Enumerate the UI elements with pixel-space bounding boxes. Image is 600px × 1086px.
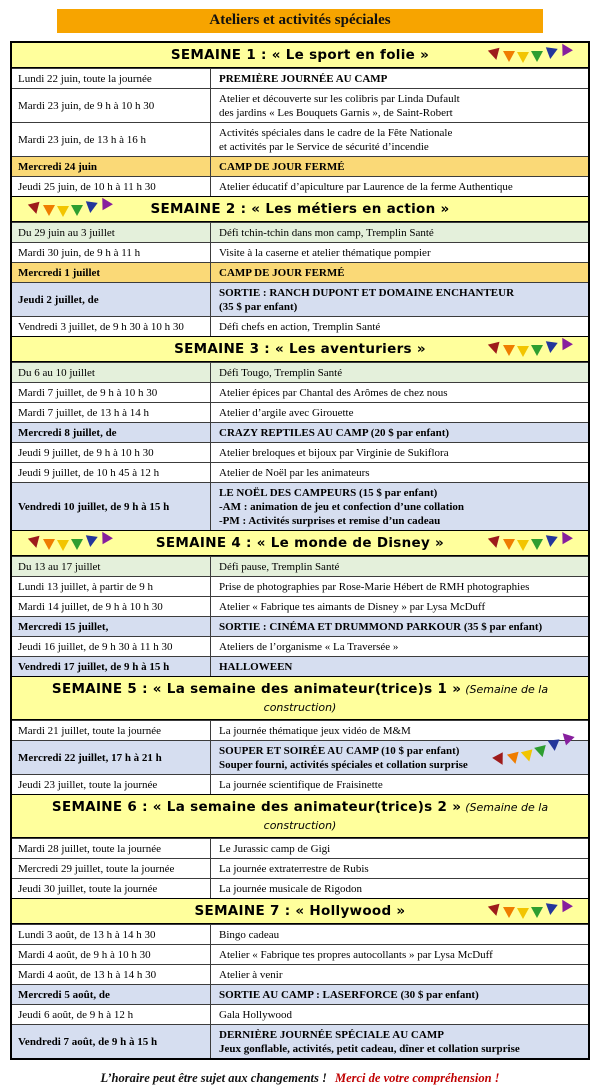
date-cell: Mardi 30 juin, de 9 h à 11 h [12, 243, 211, 262]
week-note: (Semaine de la construction) [263, 683, 549, 714]
activity-line: Visite à la caserne et atelier thématique pompier [219, 246, 431, 259]
activity-line: PREMIÈRE JOURNÉE AU CAMP [219, 72, 388, 85]
flag-garland-icon [488, 537, 572, 548]
schedule-row [12, 422, 588, 442]
date-cell: Mardi 7 juillet, de 9 h à 10 h 30 [12, 383, 211, 402]
activity-line: Atelier de Noël par les animateurs [219, 466, 370, 479]
pennant-flag-icon [531, 345, 543, 356]
activity-line: Défi chefs en action, Tremplin Santé [219, 320, 381, 333]
schedule-row [12, 924, 588, 944]
date-cell: Du 6 au 10 juillet [12, 363, 211, 382]
activity-line: Souper fourni, activités spéciales et collation surprise [219, 758, 468, 771]
date-cell: Jeudi 25 juin, de 10 h à 11 h 30 [12, 177, 211, 196]
activity-line: (35 $ par enfant) [219, 300, 298, 313]
schedule-row [12, 88, 588, 122]
activity-cell [211, 557, 588, 576]
week-header-semaine-5 [12, 676, 588, 720]
activity-line: La journée scientifique de Fraisinette [219, 778, 383, 791]
date-cell: Vendredi 7 août, de 9 h à 15 h [12, 1025, 211, 1058]
footer-note-main: L’horaire peut être sujet aux changements ! [100, 1071, 327, 1085]
schedule-row [12, 616, 588, 636]
activity-line: Bingo cadeau [219, 928, 280, 941]
activity-line: Le Jurassic camp de Gigi [219, 842, 331, 855]
week-title: SEMAINE 1 : « Le sport en folie » [170, 47, 430, 63]
pennant-flag-icon [503, 51, 515, 62]
footer-note [0, 1071, 600, 1086]
date-cell: Mardi 7 juillet, de 13 h à 14 h [12, 403, 211, 422]
flag-garland-icon [28, 203, 112, 214]
week-header-semaine-3 [12, 336, 588, 362]
pennant-flag-icon [557, 897, 573, 913]
schedule-row [12, 596, 588, 616]
pennant-flag-icon [517, 346, 529, 357]
page-title: Ateliers et activités spéciales [57, 9, 543, 33]
pennant-flag-icon [28, 536, 42, 550]
activity-cell [211, 859, 588, 878]
activity-cell [211, 89, 588, 122]
activity-line: Atelier d’argile avec Girouette [219, 406, 354, 419]
date-cell: Jeudi 9 juillet, de 9 h à 10 h 30 [12, 443, 211, 462]
schedule-table [10, 41, 590, 1060]
date-cell: Mercredi 24 juin [12, 157, 211, 176]
pennant-flag-icon [557, 41, 573, 57]
activity-line: Défi Tougo, Tremplin Santé [219, 366, 343, 379]
schedule-row [12, 382, 588, 402]
pennant-flag-icon [84, 535, 97, 548]
schedule-row [12, 316, 588, 336]
schedule-row [12, 636, 588, 656]
pennant-flag-icon [531, 907, 543, 918]
pennant-flag-icon [503, 907, 515, 918]
activity-line: Atelier breloques et bijoux par Virginie de Sukiflora [219, 446, 449, 459]
activity-cell [211, 223, 588, 242]
date-cell: Jeudi 6 août, de 9 h à 12 h [12, 1005, 211, 1024]
schedule-row [12, 576, 588, 596]
pennant-flag-icon [531, 51, 543, 62]
pennant-flag-icon [488, 904, 502, 918]
activity-line: des jardins « Les Bouquets Garnis », de Saint-Robert [219, 106, 453, 119]
week-title: SEMAINE 3 : « Les aventuriers » [174, 341, 426, 357]
week-title: SEMAINE 2 : « Les métiers en action » [150, 201, 450, 217]
activity-cell [211, 1025, 588, 1058]
date-cell: Vendredi 3 juillet, de 9 h 30 à 10 h 30 [12, 317, 211, 336]
activity-cell [211, 839, 588, 858]
schedule-row [12, 156, 588, 176]
activity-cell [211, 403, 588, 422]
activity-line: Défi tchin-tchin dans mon camp, Tremplin Santé [219, 226, 434, 239]
activity-line: CRAZY REPTILES AU CAMP (20 $ par enfant) [219, 426, 450, 439]
pennant-flag-icon [28, 202, 42, 216]
activity-cell [211, 965, 588, 984]
pennant-flag-icon [557, 529, 573, 545]
pennant-flag-icon [548, 739, 561, 751]
week-header-semaine-6 [12, 794, 588, 838]
date-cell: Vendredi 17 juillet, de 9 h à 15 h [12, 657, 211, 676]
schedule-row [12, 362, 588, 382]
schedule-row [12, 262, 588, 282]
activity-line: La journée thématique jeux vidéo de M&M [219, 724, 411, 737]
flag-garland-icon [488, 343, 572, 354]
week-title: SEMAINE 6 : « La semaine des animateur(trice)s 2 » [51, 799, 462, 815]
activity-line: CAMP DE JOUR FERMÉ [219, 160, 345, 173]
activity-cell [211, 617, 588, 636]
date-cell: Mardi 23 juin, de 13 h à 16 h [12, 123, 211, 156]
activity-cell [211, 1005, 588, 1024]
schedule-row [12, 838, 588, 858]
activity-line: Ateliers de l’organisme « La Traversée » [219, 640, 399, 653]
pennant-flag-icon [97, 529, 113, 545]
date-cell: Mercredi 1 juillet [12, 263, 211, 282]
week-header-semaine-4 [12, 530, 588, 556]
activity-cell [211, 637, 588, 656]
pennant-flag-icon [503, 539, 515, 550]
date-cell: Du 29 juin au 3 juillet [12, 223, 211, 242]
activity-cell [211, 879, 588, 898]
activity-line: Atelier et découverte sur les colibris par Linda Dufault [219, 92, 460, 105]
activity-line: SORTIE AU CAMP : LASERFORCE (30 $ par enfant) [219, 988, 479, 1001]
week-note: (Semaine de la construction) [263, 801, 549, 832]
pennant-flag-icon [544, 341, 557, 354]
date-cell: Mardi 4 août, de 13 h à 14 h 30 [12, 965, 211, 984]
activity-line: Prise de photographies par Rose-Marie Hébert de RMH photographies [219, 580, 530, 593]
date-cell: Lundi 22 juin, toute la journée [12, 69, 211, 88]
activity-cell [211, 283, 588, 316]
activity-line: Atelier « Fabrique tes propres autocollants » par Lysa McDuff [219, 948, 493, 961]
pennant-flag-icon [557, 335, 573, 351]
pennant-flag-icon [57, 206, 69, 217]
pennant-flag-icon [57, 540, 69, 551]
activity-cell [211, 463, 588, 482]
flag-garland-icon [28, 537, 112, 548]
schedule-row [12, 878, 588, 898]
pennant-flag-icon [503, 345, 515, 356]
week-title: SEMAINE 7 : « Hollywood » [194, 903, 406, 919]
date-cell: Du 13 au 17 juillet [12, 557, 211, 576]
pennant-flag-icon [544, 535, 557, 548]
schedule-row [12, 282, 588, 316]
schedule-row [12, 402, 588, 422]
schedule-row [12, 1004, 588, 1024]
activity-cell [211, 243, 588, 262]
week-header-semaine-2 [12, 196, 588, 222]
activity-line: La journée musicale de Rigodon [219, 882, 362, 895]
activity-line: Jeux gonflable, activités, petit cadeau, dîner et collation surprise [219, 1042, 520, 1055]
activity-line: SORTIE : CINÉMA ET DRUMMOND PARKOUR (35 $ par enfant) [219, 620, 543, 633]
date-cell: Mercredi 22 juillet, 17 h à 21 h [12, 741, 211, 774]
activity-line: LE NOËL DES CAMPEURS (15 $ par enfant) [219, 486, 438, 499]
pennant-flag-icon [97, 195, 113, 211]
schedule-row [12, 858, 588, 878]
date-cell: Jeudi 2 juillet, de [12, 283, 211, 316]
schedule-row [12, 964, 588, 984]
activity-line: Activités spéciales dans le cadre de la Fête Nationale [219, 126, 453, 139]
activity-line: et activités par le Service de sécurité d’incendie [219, 140, 429, 153]
activity-cell [211, 423, 588, 442]
activity-cell [211, 925, 588, 944]
schedule-row [12, 122, 588, 156]
schedule-row [12, 222, 588, 242]
date-cell: Mercredi 29 juillet, toute la journée [12, 859, 211, 878]
schedule-row [12, 442, 588, 462]
pennant-flag-icon [517, 908, 529, 919]
pennant-flag-icon [84, 201, 97, 214]
schedule-row [12, 242, 588, 262]
schedule-row [12, 482, 588, 530]
pennant-flag-icon [544, 47, 557, 60]
activity-line: DERNIÈRE JOURNÉE SPÉCIALE AU CAMP [219, 1028, 444, 1041]
date-cell: Mercredi 8 juillet, de [12, 423, 211, 442]
activity-line: HALLOWEEN [219, 660, 293, 673]
activity-line: Gala Hollywood [219, 1008, 293, 1021]
activity-line: CAMP DE JOUR FERMÉ [219, 266, 345, 279]
activity-line: La journée extraterrestre de Rubis [219, 862, 369, 875]
date-cell: Mardi 14 juillet, de 9 h à 10 h 30 [12, 597, 211, 616]
activity-cell [211, 597, 588, 616]
activity-line: SORTIE : RANCH DUPONT ET DOMAINE ENCHANTEUR [219, 286, 515, 299]
activity-cell [211, 383, 588, 402]
schedule-row [12, 68, 588, 88]
activity-cell [211, 123, 588, 156]
date-cell: Jeudi 16 juillet, de 9 h 30 à 11 h 30 [12, 637, 211, 656]
pennant-flag-icon [488, 48, 502, 62]
schedule-row [12, 774, 588, 794]
date-cell: Jeudi 23 juillet, toute la journée [12, 775, 211, 794]
pennant-flag-icon [517, 540, 529, 551]
schedule-row [12, 556, 588, 576]
schedule-row [12, 462, 588, 482]
week-title: SEMAINE 4 : « Le monde de Disney » [155, 535, 445, 551]
activity-cell [211, 363, 588, 382]
pennant-flag-icon [531, 539, 543, 550]
activity-cell [211, 317, 588, 336]
date-cell: Jeudi 30 juillet, toute la journée [12, 879, 211, 898]
date-cell: Lundi 13 juillet, à partir de 9 h [12, 577, 211, 596]
pennant-flag-icon [43, 205, 55, 216]
week-title: SEMAINE 5 : « La semaine des animateur(trice)s 1 » [51, 681, 462, 697]
flag-garland-icon [488, 49, 572, 60]
activity-cell [211, 177, 588, 196]
pennant-flag-icon [488, 536, 502, 550]
activity-cell [211, 157, 588, 176]
activity-line: Atelier épices par Chantal des Arômes de chez nous [219, 386, 448, 399]
schedule-row [12, 1024, 588, 1058]
date-cell: Mercredi 5 août, de [12, 985, 211, 1004]
date-cell: Mardi 28 juillet, toute la journée [12, 839, 211, 858]
activity-line: -AM : animation de jeu et confection d’une collation [219, 500, 465, 513]
week-header-semaine-1 [12, 43, 588, 68]
schedule-row [12, 176, 588, 196]
activity-cell [211, 721, 588, 740]
date-cell: Mercredi 15 juillet, [12, 617, 211, 636]
activity-cell [211, 443, 588, 462]
activity-cell [211, 483, 588, 530]
date-cell: Lundi 3 août, de 13 h à 14 h 30 [12, 925, 211, 944]
activity-cell [211, 945, 588, 964]
activity-cell [211, 775, 588, 794]
schedule-row [12, 720, 588, 740]
date-cell: Vendredi 10 juillet, de 9 h à 15 h [12, 483, 211, 530]
footer-note-thanks: Merci de votre compréhension ! [334, 1071, 500, 1085]
activity-line: -PM : Activités surprises et remise d’un cadeau [219, 514, 441, 527]
date-cell: Mardi 23 juin, de 9 h à 10 h 30 [12, 89, 211, 122]
pennant-flag-icon [43, 539, 55, 550]
pennant-flag-icon [71, 205, 83, 216]
pennant-flag-icon [488, 342, 502, 356]
pennant-flag-icon [544, 903, 557, 916]
pennant-flag-icon [71, 539, 83, 550]
activity-line: SOUPER ET SOIRÉE AU CAMP (10 $ par enfant) [219, 744, 460, 757]
flag-garland-icon [488, 905, 572, 916]
date-cell: Mardi 21 juillet, toute la journée [12, 721, 211, 740]
activity-line: Défi pause, Tremplin Santé [219, 560, 340, 573]
activity-cell [211, 69, 588, 88]
activity-cell [211, 657, 588, 676]
week-header-semaine-7 [12, 898, 588, 924]
activity-line: Atelier à venir [219, 968, 283, 981]
schedule-row [12, 984, 588, 1004]
activity-cell [211, 577, 588, 596]
date-cell: Jeudi 9 juillet, de 10 h 45 à 12 h [12, 463, 211, 482]
date-cell: Mardi 4 août, de 9 h à 10 h 30 [12, 945, 211, 964]
activity-line: Atelier éducatif d’apiculture par Laurence de la ferme Authentique [219, 180, 513, 193]
pennant-flag-icon [517, 52, 529, 63]
schedule-row [12, 944, 588, 964]
schedule-row [12, 656, 588, 676]
activity-line: Atelier « Fabrique tes aimants de Disney » par Lysa McDuff [219, 600, 486, 613]
activity-cell [211, 263, 588, 282]
